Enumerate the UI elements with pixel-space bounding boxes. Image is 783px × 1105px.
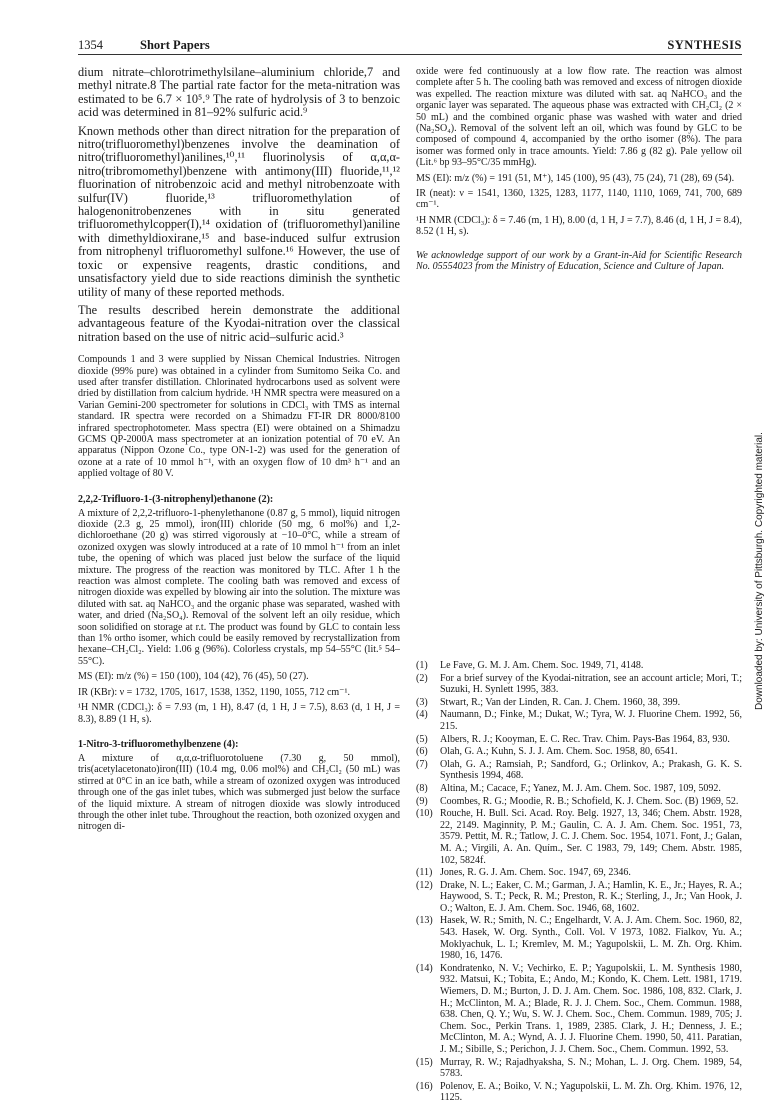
- reference-item: [416, 697, 742, 709]
- reference-item: [416, 808, 742, 866]
- reference-text: Hasek, W. R.; Smith, N. C.; Engelhardt, V. A. J. Am. Chem. Soc. 1960, 82, 543. Hasek, W. Org. Synth., Coll. Vol. V 1973, 1082. Fialkov, Yu. A.; Moklyachuk, L. I.; Kremlev, M. M.; Yagupolskii, L. M. Zh. Org. Khim. 1980, 16, 1476.: [440, 915, 742, 962]
- reference-number: (13): [416, 915, 433, 927]
- ms-data: MS (EI): m/z (%) = 150 (100), 104 (42), 76 (45), 50 (27).: [78, 671, 309, 683]
- reference-item: [416, 1081, 742, 1104]
- header-rule: [78, 54, 742, 55]
- compound-heading: 1-Nitro-3-trifluoromethylbenzene (4):: [78, 738, 239, 750]
- acknowledgement: We acknowledge support of our work by a Grant-in-Aid for Scientific Research No. 05554023 from the Ministry of Education, Science and Culture of Japan.: [416, 249, 742, 273]
- compound-heading: 2,2,2-Trifluoro-1-(3-nitrophenyl)ethanone (2):: [78, 493, 274, 505]
- reference-item: [416, 963, 742, 1056]
- reference-text: Naumann, D.; Finke, M.; Dukat, W.; Tyra, W. J. Fluorine Chem. 1992, 56, 215.: [440, 709, 742, 732]
- reference-text: Polenov, E. A.; Boiko, V. N.; Yagupolskii, L. M. Zh. Org. Khim. 1976, 12, 1125.: [440, 1080, 742, 1104]
- experimental-general: Compounds 1 and 3 were supplied by Nissan Chemical Industries. Nitrogen dioxide (99% pure) was obtained in a cylinder from Sumitomo Seika Co. and used after transfer distillation. Chlorinated hydrocarbons used as solvent were dried by distillation from calcium hydride. ¹H NMR spectra were measured on a Varian Gemini-200 spectrometer for solutions in CDCl₃ with TMS as internal standard. IR spectra were recorded on a Shimadzu FT-IR DR 8000/8100 infrared spectrophotometer. Mass spectra (EI) were obtained on a Shimadzu GCMS QP-2000A mass spectrometer at an ionization potential of 70 eV. An apparatus (Nippon Ozone Co., type ON-1-2) was used for the generation of ozone at a rate of 10 mmol h⁻¹, with an oxygen flow of 10 dm³ h⁻¹ and an applied voltage of 80 V.: [78, 354, 400, 480]
- reference-text: Murray, R. W.; Rajadhyaksha, S. N.; Mohan, L. J. Org. Chem. 1989, 54, 5783.: [440, 1056, 742, 1080]
- page-header: [78, 38, 742, 54]
- reference-number: (15): [416, 1056, 433, 1068]
- reference-text: Altina, M.; Cacace, F.; Yanez, M. J. Am. Chem. Soc. 1987, 109, 5092.: [440, 782, 721, 794]
- reference-item: [416, 746, 742, 758]
- reference-number: (7): [416, 758, 428, 770]
- reference-item: [416, 915, 742, 961]
- procedure-text: A mixture of α,α,α-trifluorotoluene (7.30 g, 50 mmol), tris(acetylacetonato)iron(III) (10.4 mg, 0.06 mol%) and CH₂Cl₂ (50 mL) was stirred at 0°C in an ice bath, while a stream of ozonized oxygen was introduced through one of the gas inlet tubes, which was submerged just below the surface of the liquid mixture. A stream of nitrogen dioxide was slowly introduced through the other inlet tube. Throughout the reaction, both ozonized oxygen and nitrogen di-: [78, 752, 400, 833]
- section-title: Short Papers: [140, 38, 210, 52]
- reference-number: (16): [416, 1080, 433, 1092]
- ir-data: IR (KBr): ν = 1732, 1705, 1617, 1538, 1352, 1190, 1055, 712 cm⁻¹.: [78, 686, 350, 698]
- reference-text: Jones, R. G. J. Am. Chem. Soc. 1947, 69, 2346.: [440, 867, 631, 879]
- reference-item: [416, 880, 742, 915]
- reference-number: (2): [416, 672, 428, 684]
- reference-number: (14): [416, 962, 433, 974]
- reference-item: [416, 734, 742, 746]
- paragraph: dium nitrate–chlorotrimethylsilane–aluminium chloride,7 and methyl nitrate.8 The partial rate factor for the meta-nitration was estimated to be 6.7 × 10⁵.⁹ The rate of hydrolysis of 3 to benzoic acid was determined in 81–92% sulfuric acid.⁹: [78, 66, 400, 120]
- reference-number: (3): [416, 696, 428, 708]
- reference-number: (1): [416, 660, 428, 671]
- download-watermark-text: Downloaded by: University of Pittsburgh. Copyrighted material.: [754, 432, 765, 710]
- reference-item: [416, 1057, 742, 1080]
- ir-data: IR (neat): ν = 1541, 1360, 1325, 1283, 1177, 1140, 1110, 1069, 741, 700, 689 cm⁻¹.: [416, 188, 742, 211]
- journal-name: SYNTHESIS: [667, 38, 742, 52]
- reference-item: [416, 759, 742, 782]
- reference-text: Coombes, R. G.; Moodie, R. B.; Schofield, K. J. Chem. Soc. (B) 1969, 52.: [440, 795, 739, 807]
- nmr-data: ¹H NMR (CDCl₃): δ = 7.93 (m, 1 H), 8.47 (d, 1 H, J = 7.5), 8.63 (d, 1 H, J = 8.3), 8.89 (1 H, s).: [78, 702, 400, 725]
- reference-text: Albers, R. J.; Kooyman, E. C. Rec. Trav. Chim. Pays-Bas 1964, 83, 930.: [440, 733, 730, 745]
- reference-number: (11): [416, 867, 433, 879]
- reference-number: (12): [416, 879, 433, 891]
- reference-text: Le Fave, G. M. J. Am. Chem. Soc. 1949, 71, 4148.: [440, 660, 644, 671]
- reference-text: Stwart, R.; Van der Linden, R. Can. J. Chem. 1960, 38, 399.: [440, 696, 681, 708]
- page-number: 1354: [78, 38, 103, 52]
- procedure-text: A mixture of 2,2,2-trifluoro-1-phenylethanone (0.87 g, 5 mmol), liquid nitrogen dioxide (2.3 g, 25 mmol), iron(III) chloride (50 mg, 6 mol%) and 1,2-dichloroethane (20 g) was stirred vigorously at −10–0°C, while a stream of ozonized oxygen was slowly introduced at a rate of 10 mmol h⁻¹ from an inlet tube, the opening of which was placed just below the surface of the liquid mixture. The progress of the reaction was monitored by TLC. After 1 h the reaction was almost complete. The cooling bath was removed and excess of nitrogen dioxide was expelled by blowing air into the solution. The mixture was diluted with sat. aq NaHCO₃ and the organic phase was separated, washed with water, and dried (Na₂SO₄). Removal of the solvent left an oily residue, which soon solidified on storage at r.t. The product was found by GLC to contain less than 1% ortho isomer, which could be easily removed by recrystallization from hexane–CH₂Cl₂. Yield: 1.06 g (96%). Colorless crystals, mp 54–55°C (lit.⁵ 54–55°C).: [78, 507, 400, 667]
- reference-item: [416, 660, 742, 672]
- left-column: [78, 66, 400, 1042]
- reference-text: Olah, G. A.; Kuhn, S. J. J. Am. Chem. Soc. 1958, 80, 6541.: [440, 746, 678, 758]
- reference-item: [416, 673, 742, 696]
- reference-text: Olah, G. A.; Ramsiah, P.; Sandford, G.; Orlinkov, A.; Prakash, G. K. S. Synthesis 1994, 468.: [440, 758, 742, 782]
- ms-data: MS (EI): m/z (%) = 191 (51, M⁺), 145 (100), 95 (43), 75 (24), 71 (28), 69 (54).: [416, 172, 735, 184]
- reference-number: (10): [416, 808, 433, 820]
- reference-number: (5): [416, 733, 428, 745]
- paragraph: Known methods other than direct nitration for the preparation of nitro(trifluoromethyl)benzenes involve the deamination of nitro(trifluoromethyl)anilines,¹⁰,¹¹ fluorinolysis of α,α,α-nitro(tribromomethyl)benzene with antimony(III) fluoride,¹¹,¹² fluorination of nitrobenzoic acid and methyl nitrobenzoate with sulfur(IV) fluoride,¹³ trifluoromethylation of halogenonitrobenzenes with in situ generated trifluoromethylcopper(I),¹⁴ oxidation of (trifluoromethyl)aniline with dimethyldioxirane,¹⁵ and base-induced sulfur extrusion from nitrophenyl trifluoromethyl sulfone.¹⁶ However, the use of toxic or expensive reagents, drastic conditions, and unsatisfactory yield due to side reactions diminish the synthetic utility of many of these reported methods.: [78, 123, 400, 299]
- reference-item: [416, 796, 742, 808]
- reference-number: (4): [416, 709, 428, 721]
- right-column: [416, 66, 742, 636]
- paragraph: The results described herein demonstrate the additional advantageous feature of the Kyodai-nitration over the classical nitration based on the use of nitric acid–sulfuric acid.³: [78, 302, 400, 344]
- reference-text: Rouche, H. Bull. Sci. Acad. Roy. Belg. 1927, 13, 346; Chem. Abstr. 1928, 22, 2149. Maginnity, P. M.; Gaulin, C. A. J. Am. Chem. Soc. 1951, 73, 3579. Pettit, M. R.; Tatlow, J. C. J. Chem. Soc. 1954, 1071. Font, J.; Galan, M. A.; Virgili, A. An. Quím., Ser. C 1983, 79, 149; Chem. Abstr. 1985, 102, 5824f.: [440, 808, 742, 866]
- reference-text: For a brief survey of the Kyodai-nitration, see an account article; Mori, T.; Suzuki, H. Synlett 1995, 383.: [440, 672, 742, 696]
- reference-item: [416, 709, 742, 732]
- reference-number: (6): [416, 746, 428, 758]
- nmr-data: ¹H NMR (CDCl₃): δ = 7.46 (m, 1 H), 8.00 (d, 1 H, J = 7.7), 8.46 (d, 1 H, J = 8.4), 8.52 (1 H, s).: [416, 214, 742, 238]
- references-list: [416, 660, 742, 1105]
- reference-number: (8): [416, 782, 428, 794]
- reference-text: Drake, N. L.; Eaker, C. M.; Garman, J. A.; Hamlin, K. E., Jr.; Hayes, R. A.; Haywood, S. T.; Peck, R. M.; Preston, R. K.; Sterling, J., Jr.; Van Hook, J. O.; Walton, E. J. Am. Chem. Soc. 1946, 68, 1602.: [440, 879, 742, 914]
- reference-item: [416, 783, 742, 795]
- reference-text: Kondratenko, N. V.; Vechirko, E. P.; Yagupolskii, L. M. Synthesis 1980, 932. Matsui, K.; Tobita, E.; Ando, M.; Kondo, K. Chem. Lett. 1981, 1719. Wiemers, D. M.; Burton, J. D. J. Am. Chem. Soc. 1986, 108, 832. Clark, J. H.; McClinton, M. A.; Blade, R. J. J. Chem. Soc., Chem. Commun. 1988, 638. Chen, Q. Y.; Wu, S. W. J. Chem. Soc., Chem. Commun. 1989, 705; J. Chem. Soc., Perkin Trans. 1, 1989, 2385. Clark, J. H.; Denness, J. E.; McClinton, M. A.; Wynd, A. J. J. Fluorine Chem. 1990, 50, 411. Paratian, J. M.; Sibille, S.; Perichon, J. J. Chem. Soc., Chem. Commun. 1992, 53.: [440, 962, 742, 1055]
- reference-number: (9): [416, 795, 428, 807]
- reference-item: [416, 867, 742, 879]
- procedure-text: oxide were fed continuously at a low flow rate. The reaction was almost complete after 5 h. The cooling bath was removed and excess of nitrogen dioxide was expelled. The reaction mixture was diluted with sat. aq NaHCO₃ and the organic layer was separated. The aqueous phase was extracted with CH₂Cl₂ (2 × 50 mL) and the combined organic phase was washed with water and dried (Na₂SO₄). Removal of the solvent left an oil, which was found by GLC to be composed of compound 4, accompanied by the ortho isomer (8%). The para isomer was formed only in trace amounts. Yield: 7.86 g (82 g). Pale yellow oil (Lit.⁶ bp 93–95°C/35 mmHg).: [416, 66, 742, 169]
